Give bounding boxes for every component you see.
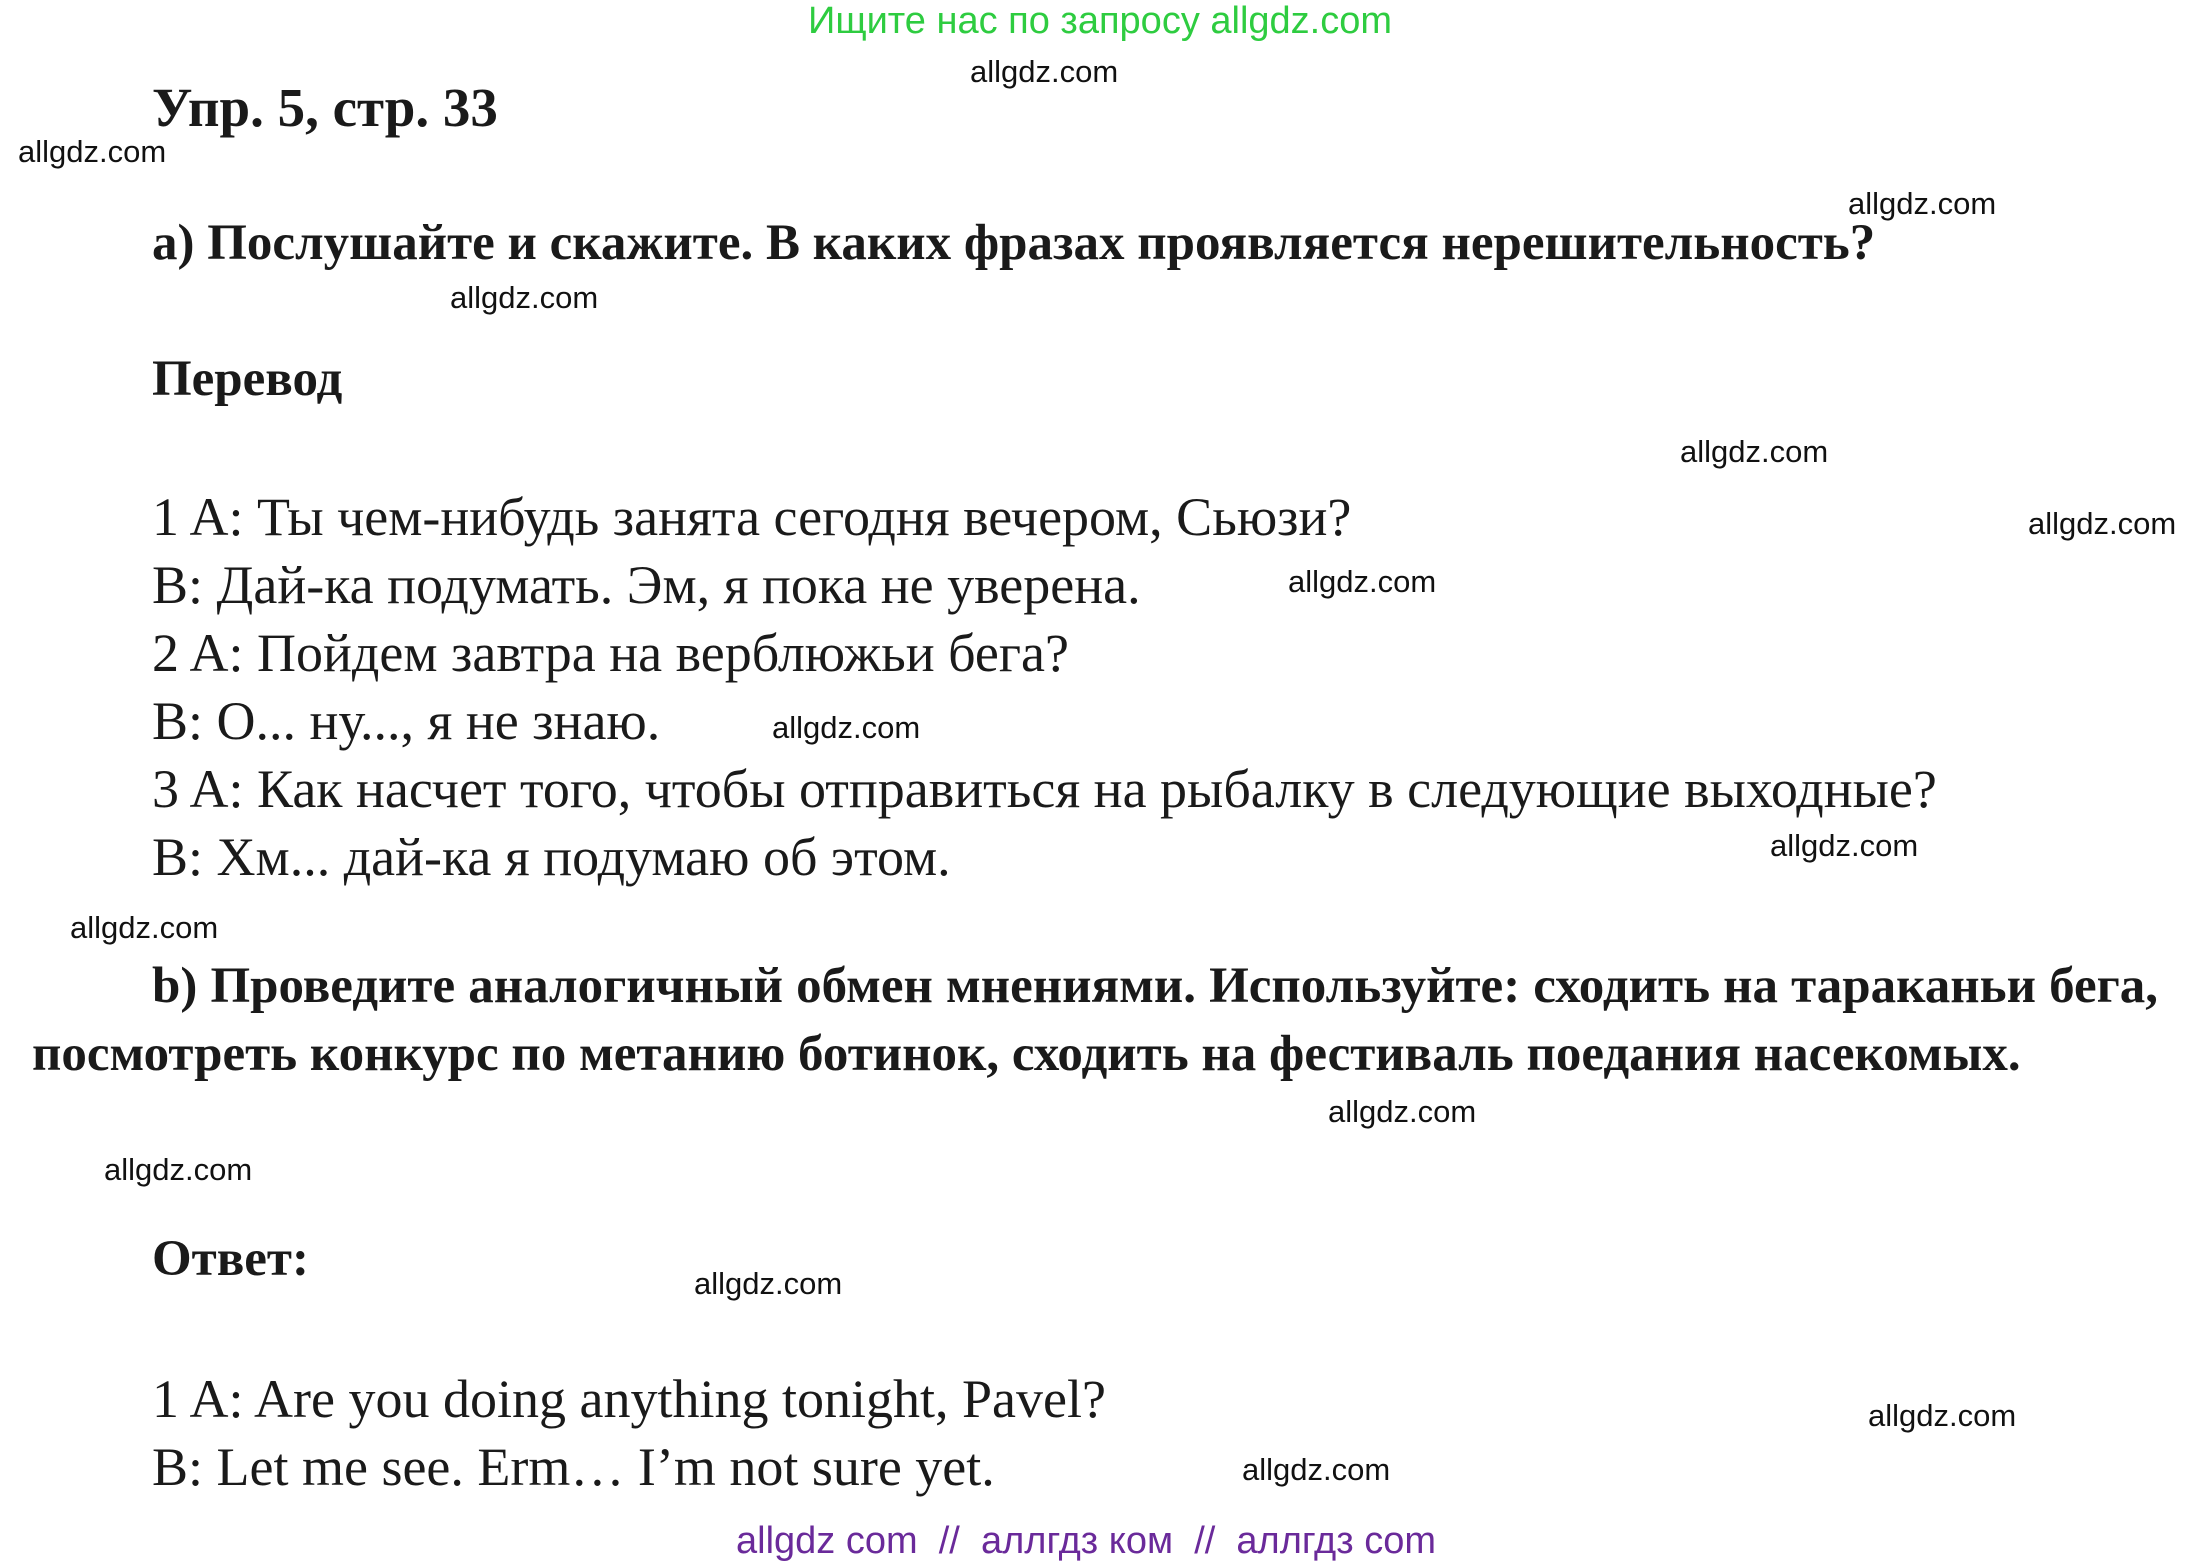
watermark: allgdz.com (1288, 564, 1437, 599)
watermark: allgdz.com (694, 1266, 843, 1301)
watermark: allgdz.com (1328, 1094, 1477, 1129)
watermark: allgdz.com (18, 134, 167, 169)
watermark: allgdz.com (104, 1152, 253, 1187)
task-b-text: b) Проведите аналогичный обмен мнениями. Используйте: сходить на тараканьи бега, посмотреть конкурс по метанию ботинок, сходить на фестиваль поедания насекомых. (32, 958, 2158, 1082)
watermark: allgdz.com (450, 280, 599, 315)
site-banner: Ищите нас по запросу allgdz.com (808, 0, 1393, 42)
translation-line: B: Дай-ка подумать. Эм, я пока не уверена. (152, 555, 1141, 615)
answer-line: 1 A: Are you doing anything tonight, Pavel? (152, 1369, 1106, 1429)
watermark: allgdz.com (2028, 506, 2177, 541)
exercise-title: Упр. 5, стр. 33 (152, 77, 498, 138)
translation-line: B: Хм... дай-ка я подумаю об этом. (152, 827, 951, 887)
watermark: allgdz.com (1848, 186, 1997, 221)
watermark: allgdz.com (772, 710, 921, 745)
watermark: allgdz.com (970, 54, 1119, 89)
translation-line: 2 A: Пойдем завтра на верблюжьи бега? (152, 623, 1069, 683)
answer-line: B: Let me see. Erm… I’m not sure yet. (152, 1437, 995, 1497)
watermark: allgdz.com (1242, 1452, 1391, 1487)
footer-watermark: allgdz com // аллгдз ком // аллгдз com (736, 1520, 1436, 1562)
watermark: allgdz.com (1680, 434, 1829, 469)
watermark: allgdz.com (70, 910, 219, 945)
translation-line: 3 A: Как насчет того, чтобы отправиться на рыбалку в следующие выходные? (152, 759, 1937, 819)
watermark: allgdz.com (1868, 1398, 2017, 1433)
translation-line: 1 A: Ты чем-нибудь занята сегодня вечером, Сьюзи? (152, 487, 1352, 547)
task-a-text: a) Послушайте и скажите. В каких фразах проявляется нерешительность? (152, 215, 1876, 271)
translation-heading: Перевод (152, 351, 343, 407)
answer-heading: Ответ: (152, 1231, 309, 1287)
translation-line: B: О... ну..., я не знаю. (152, 691, 661, 751)
watermark: allgdz.com (1770, 828, 1919, 863)
